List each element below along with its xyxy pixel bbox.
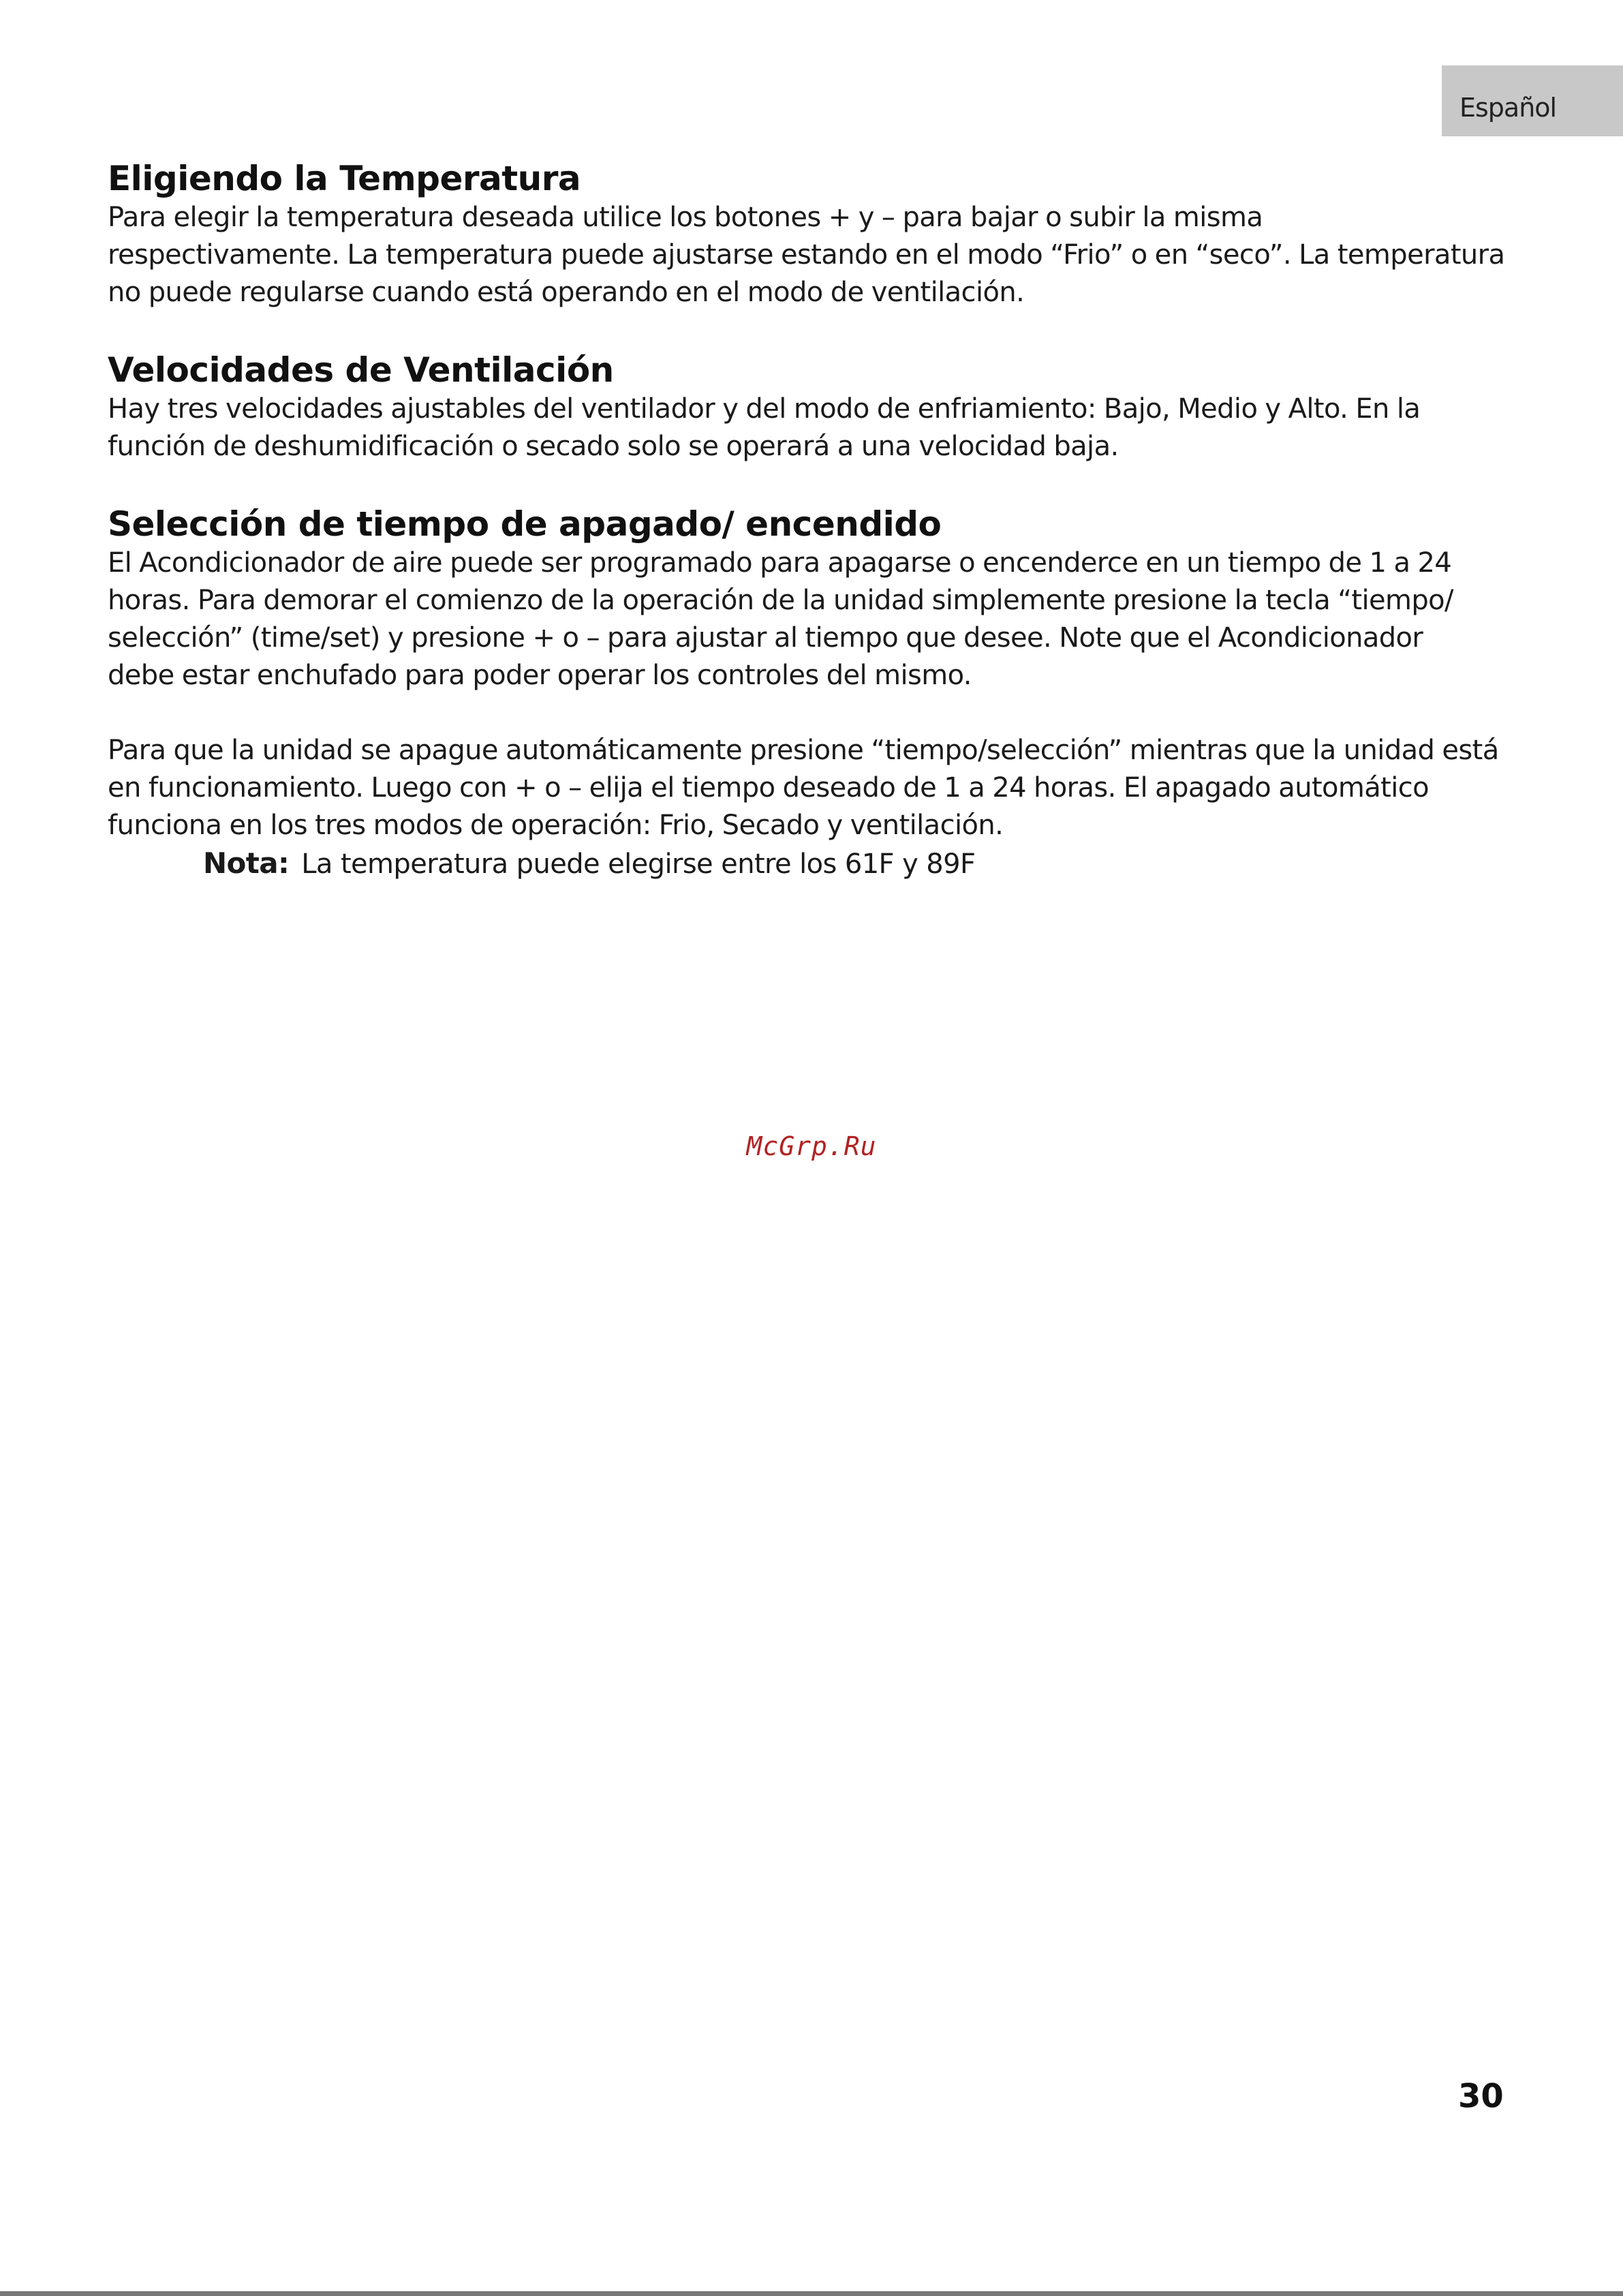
paragraph-line: función de deshumidificación o secado solo se operará a una velocidad baja. — [108, 431, 1119, 462]
section-heading: Selección de tiempo de apagado/ encendido — [108, 504, 942, 544]
paragraph-line: en funcionamiento. Luego con + o – elija el tiempo deseado de 1 a 24 horas. El apagado automático — [108, 772, 1429, 803]
paragraph-line: horas. Para demorar el comienzo de la operación de la unidad simplemente presione la tecla “tiempo/ — [108, 585, 1453, 616]
bottom-rule — [0, 2291, 1623, 2296]
paragraph-line: Hay tres velocidades ajustables del ventilador y del modo de enfriamiento: Bajo, Medio y Alto. En la — [108, 393, 1421, 425]
paragraph-line: Para que la unidad se apague automáticamente presione “tiempo/selección” mientras que la unidad está — [108, 735, 1499, 766]
section-fan-speeds — [108, 350, 1525, 465]
section-temperature — [108, 158, 1525, 311]
paragraph-line: selección” (time/set) y presione + o – para ajustar al tiempo que desee. Note que el Acondicionador — [108, 622, 1423, 654]
paragraph-line: respectivamente. La temperatura puede ajustarse estando en el modo “Frio” o en “seco”. La temperatura — [108, 239, 1505, 271]
paragraph-line: El Acondicionador de aire puede ser programado para apagarse o encenderce en un tiempo de 1 a 24 — [108, 547, 1452, 579]
paragraph-line: no puede regularse cuando está operando en el modo de ventilación. — [108, 277, 1025, 308]
page-number: 30 — [1458, 2077, 1504, 2115]
note-label: Nota: — [203, 846, 290, 880]
note-text: La temperatura puede elegirse entre los 61F y 89F — [301, 848, 976, 880]
language-tab: Español — [1442, 65, 1623, 136]
paragraph-line: Para elegir la temperatura deseada utilice los botones + y – para bajar o subir la misma — [108, 202, 1263, 233]
page-content — [108, 158, 1525, 883]
section-heading: Eligiendo la Temperatura — [108, 159, 581, 198]
section-heading: Velocidades de Ventilación — [108, 350, 614, 390]
watermark: McGrp.Ru — [746, 1131, 877, 1161]
paragraph-line: funciona en los tres modos de operación: Frio, Secado y ventilación. — [108, 810, 1004, 841]
paragraph-line: debe estar enchufado para poder operar los controles del mismo. — [108, 660, 972, 691]
section-timer — [108, 504, 1525, 883]
note — [108, 844, 1525, 883]
